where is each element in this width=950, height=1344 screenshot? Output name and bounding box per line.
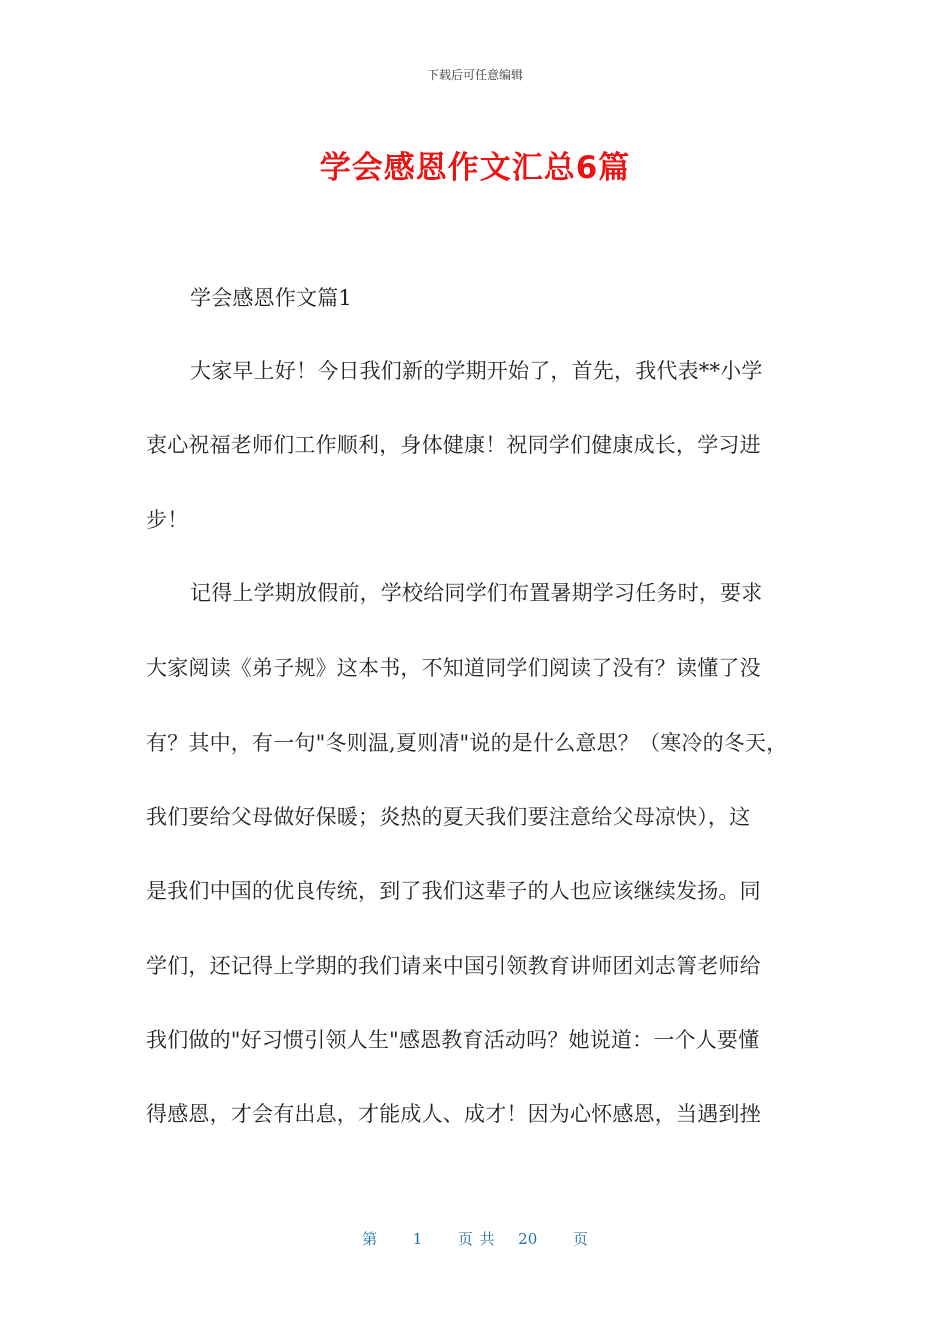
paragraph-line: 学们，还记得上学期的我们请来中国引领教育讲师团刘志箐老师给 [146, 954, 761, 978]
section-heading: 学会感恩作文篇1 [190, 286, 352, 310]
header-note: 下载后可任意编辑 [426, 68, 523, 82]
paragraph-line: 衷心祝福老师们工作顺利，身体健康！祝同学们健康成长，学习进 [146, 433, 761, 457]
paragraph-line: 我们做的"好习惯引领人生"感恩教育活动吗？她说道：一个人要懂 [146, 1028, 760, 1052]
footer-total-pages: 20 [518, 1230, 538, 1248]
paragraph-line: 得感恩，才会有出息，才能成人、成才！因为心怀感恩，当遇到挫 [146, 1102, 761, 1126]
paragraph-line: 大家早上好！今日我们新的学期开始了，首先，我代表**小学 [190, 359, 763, 383]
footer-total-suffix: 页 [572, 1230, 588, 1248]
paragraph-line: 记得上学期放假前，学校给同学们布置暑期学习任务时，要求 [190, 581, 763, 605]
document-title: 学会感恩作文汇总6篇 [319, 150, 631, 186]
paragraph-line: 大家阅读《弟子规》这本书，不知道同学们阅读了没有？读懂了没 [146, 656, 761, 680]
footer-page-number: 1 [412, 1230, 423, 1248]
paragraph-line: 我们要给父母做好保暖；炎热的夏天我们要注意给父母凉快），这 [146, 805, 751, 829]
page-footer [0, 1228, 950, 1249]
footer-page-prefix: 第 [362, 1230, 378, 1248]
footer-total-prefix: 页 共 [457, 1230, 495, 1248]
paragraph-line: 有？其中，有一句"冬则温,夏则凊"说的是什么意思？（寒冷的冬天， [146, 731, 788, 755]
paragraph-line: 步！ [146, 508, 189, 532]
paragraph-line: 是我们中国的优良传统，到了我们这辈子的人也应该继续发扬。同 [146, 879, 761, 903]
